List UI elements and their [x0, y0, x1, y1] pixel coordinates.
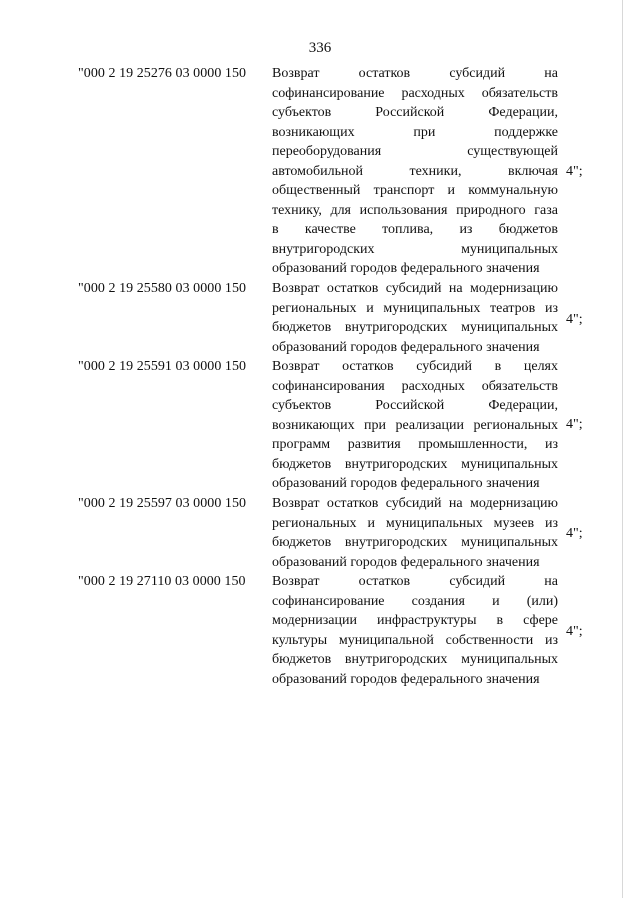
description-line: Возврат остатков субсидий на [272, 66, 558, 81]
budget-code: "000 2 19 25580 03 0000 150 [78, 281, 247, 296]
description-line: региональных и муниципальных музеев из [272, 515, 558, 531]
description-line: образований городов федерального значения [272, 339, 540, 355]
description-line: бюджетов внутригородских муниципальных [272, 320, 558, 335]
description-line: софинансирования расходных обязательств [272, 378, 558, 394]
description-line: образований городов федерального значения [272, 261, 540, 276]
description-line: в качестве топлива, из бюджетов [272, 222, 558, 237]
entry-description [272, 572, 558, 689]
description-line: образований городов федерального значения [272, 476, 540, 491]
description-line: бюджетов внутригородских муниципальных [272, 456, 558, 472]
budget-code: "000 2 19 27110 03 0000 150 [78, 574, 246, 589]
description-line: образований городов федерального значения [272, 671, 540, 687]
description-line: автомобильной техники, включая [272, 163, 558, 179]
description-line: внутригородских муниципальных [272, 241, 558, 257]
description-line: Возврат остатков субсидий в целях [272, 359, 558, 374]
column-value: 4"; [566, 312, 583, 327]
entry-description [272, 494, 558, 572]
entry-description [272, 279, 558, 357]
scan-margin-line [622, 0, 623, 898]
description-line: возникающих при реализации региональных [272, 417, 558, 433]
entry-description [272, 64, 558, 279]
description-line: технику, для использования природного газа [272, 202, 558, 218]
description-line: программ развития промышленности, из [272, 437, 558, 452]
column-value: 4"; [566, 624, 583, 639]
column-value: 4"; [566, 417, 583, 432]
description-line: софинансирование создания и (или) [272, 593, 558, 609]
entry-description [272, 357, 558, 494]
budget-code: "000 2 19 25597 03 0000 150 [78, 496, 247, 511]
description-line: Возврат остатков субсидий на модернизацию [272, 281, 558, 296]
description-line: переоборудования существующей [272, 144, 558, 159]
page-number: 336 [308, 40, 332, 56]
column-value: 4"; [566, 526, 583, 541]
description-line: культуры муниципальной собственности из [272, 632, 558, 648]
description-line: общественный транспорт и коммунальную [272, 183, 558, 198]
description-line: Возврат остатков субсидий на модернизацию [272, 496, 558, 511]
description-line: модернизации инфраструктуры в сфере [272, 613, 558, 628]
description-line: субъектов Российской Федерации, [272, 398, 558, 413]
budget-code: "000 2 19 25276 03 0000 150 [78, 66, 247, 81]
budget-code: "000 2 19 25591 03 0000 150 [78, 359, 247, 374]
description-line: бюджетов внутригородских муниципальных [272, 652, 558, 667]
column-value: 4"; [566, 164, 583, 179]
description-line: образований городов федерального значения [272, 554, 540, 570]
description-line: возникающих при поддержке [272, 124, 558, 140]
description-line: субъектов Российской Федерации, [272, 105, 558, 120]
description-line: региональных и муниципальных театров из [272, 300, 558, 316]
description-line: софинансирование расходных обязательств [272, 85, 558, 101]
description-line: Возврат остатков субсидий на [272, 574, 558, 589]
description-line: бюджетов внутригородских муниципальных [272, 535, 558, 550]
